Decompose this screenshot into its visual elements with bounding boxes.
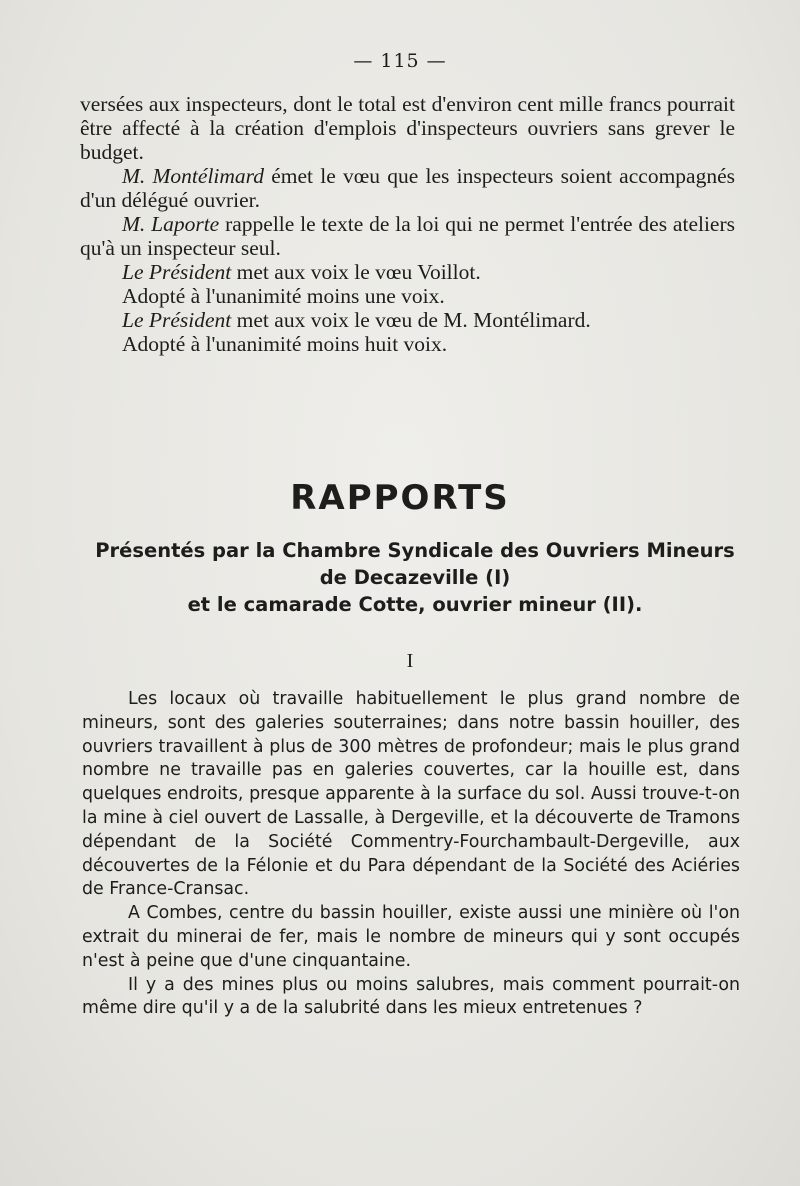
speaker-text: émet le vœu que les inspecteurs soient accompagnés d'un délégué ouvrier. xyxy=(80,164,735,212)
subtitle-line: de Decazeville (I) xyxy=(319,566,511,589)
intro-paragraph: versées aux inspecteurs, dont le total est d'environ cent mille francs pourrait être affecté à la création d'emplois d'inspecteurs ouvriers sans grever le budget. xyxy=(80,92,735,164)
intro-text xyxy=(80,92,735,356)
speaker-text: rappelle le texte de la loi qui ne permet l'entrée des ateliers qu'à un inspecteur seul. xyxy=(80,212,736,260)
intro-paragraph: Adopté à l'unanimité moins une voix. xyxy=(122,284,445,308)
part-number: I xyxy=(406,650,414,672)
section-subtitle xyxy=(0,537,800,618)
speaker-name: M. Montélimard xyxy=(122,164,264,188)
speaker-text: met aux voix le vœu Voillot. xyxy=(231,260,481,284)
section-title: RAPPORTS xyxy=(290,478,510,518)
body-paragraph: Les locaux où travaille habituellement le plus grand nombre de mineurs, sont des galeries souterraines; dans notre bassin houiller, des ouvriers travaillent à plus de 300 mètres de profondeur; mais le plus grand nombre ne travaille pas en galeries couvertes, car la houille est, dans quelques endroits, presque apparente à la surface du sol. Aussi trouve-t-on la mine à ciel ouvert de Lassalle, à Dergeville, et la découverte de Tramons dépendant de la Société Commentry-Fourchambault-Dergeville, aux découvertes de la Félonie et du Para dépendant de la Société des Aciéries de France-Cransac. xyxy=(82,689,740,900)
speaker-text: met aux voix le vœu de M. Montélimard. xyxy=(231,308,591,332)
speaker-name: M. Laporte xyxy=(122,212,220,236)
intro-paragraph xyxy=(80,212,735,260)
report-body xyxy=(82,688,740,1021)
subtitle-line: et le camarade Cotte, ouvrier mineur (II). xyxy=(187,593,643,616)
page-number: — 115 — xyxy=(353,50,447,72)
subtitle-line: Présentés par la Chambre Syndicale des Ouvriers Mineurs xyxy=(95,539,735,562)
intro-paragraph: Adopté à l'unanimité moins huit voix. xyxy=(122,332,448,356)
speaker-name: Le Président xyxy=(122,308,232,332)
body-paragraph: A Combes, centre du bassin houiller, existe aussi une minière où l'on extrait du minerai de fer, mais le nombre de mineurs qui y sont occupés n'est à peine que d'une cinquantaine. xyxy=(82,903,740,971)
body-paragraph: Il y a des mines plus ou moins salubres, mais comment pourrait-on même dire qu'il y a de la salubrité dans les mieux entretenues ? xyxy=(82,974,740,1019)
speaker-name: Le Président xyxy=(122,260,232,284)
intro-paragraph xyxy=(80,308,735,332)
intro-paragraph xyxy=(80,260,735,284)
intro-paragraph xyxy=(80,164,735,212)
